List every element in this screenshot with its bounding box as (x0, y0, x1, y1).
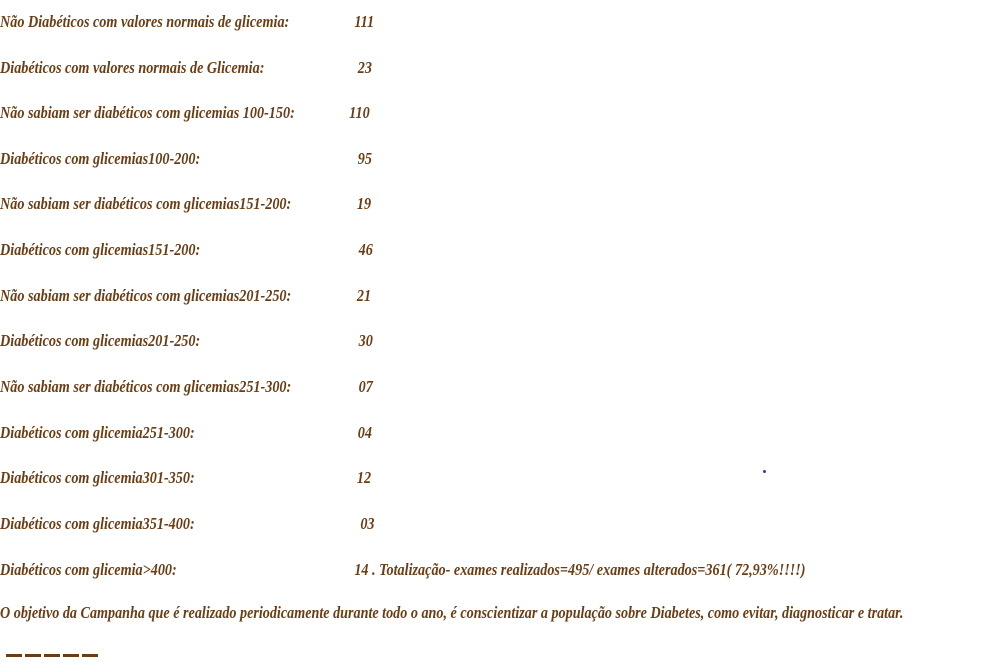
stray-dot (763, 470, 766, 473)
stat-label: Diabéticos com glicemia>400: (0, 560, 177, 579)
cropped-heading (6, 654, 101, 666)
stat-value-with-total: 14 . Totalização- exames realizados=495/ exames alterados=361( 72,93%!!!!) (354, 560, 806, 579)
stat-label: Diabéticos com glicemia301-350: (0, 468, 195, 487)
stat-label: Não sabiam ser diabéticos com glicemias251-300: (0, 377, 292, 396)
stat-value: 07 (358, 377, 373, 396)
campaign-objective: O objetivo da Campanha que é realizado periodicamente durante todo o ano, é conscientizar a população sobre Diabetes, como evitar, diagnosticar e tratar. (0, 603, 904, 622)
stat-label: Diabéticos com glicemia251-300: (0, 423, 195, 442)
stat-value: 23 (357, 58, 372, 77)
stat-value: 03 (360, 514, 375, 533)
stat-value: 110 (349, 103, 370, 122)
stat-value: 95 (357, 149, 372, 168)
stat-value: 46 (358, 240, 373, 259)
stat-label: Não sabiam ser diabéticos com glicemias201-250: (0, 286, 292, 305)
stat-label: Diabéticos com glicemias201-250: (0, 331, 201, 350)
stat-label: Diabéticos com glicemias151-200: (0, 240, 201, 259)
stat-value: 21 (356, 286, 372, 305)
stat-value: 04 (357, 423, 372, 442)
stat-value: 30 (358, 331, 373, 350)
stat-label: Diabéticos com glicemia351-400: (0, 514, 195, 533)
stat-label: Diabéticos com glicemias100-200: (0, 149, 201, 168)
stat-label: Não sabiam ser diabéticos com glicemias 100-150: (0, 103, 295, 122)
stat-label: Diabéticos com valores normais de Glicemia: (0, 58, 265, 77)
stat-value: 111 (354, 12, 375, 31)
stat-value: 12 (356, 468, 372, 487)
stat-label: Não sabiam ser diabéticos com glicemias151-200: (0, 194, 292, 213)
stat-value: 19 (356, 194, 372, 213)
stat-label: Não Diabéticos com valores normais de glicemia: (0, 12, 290, 31)
